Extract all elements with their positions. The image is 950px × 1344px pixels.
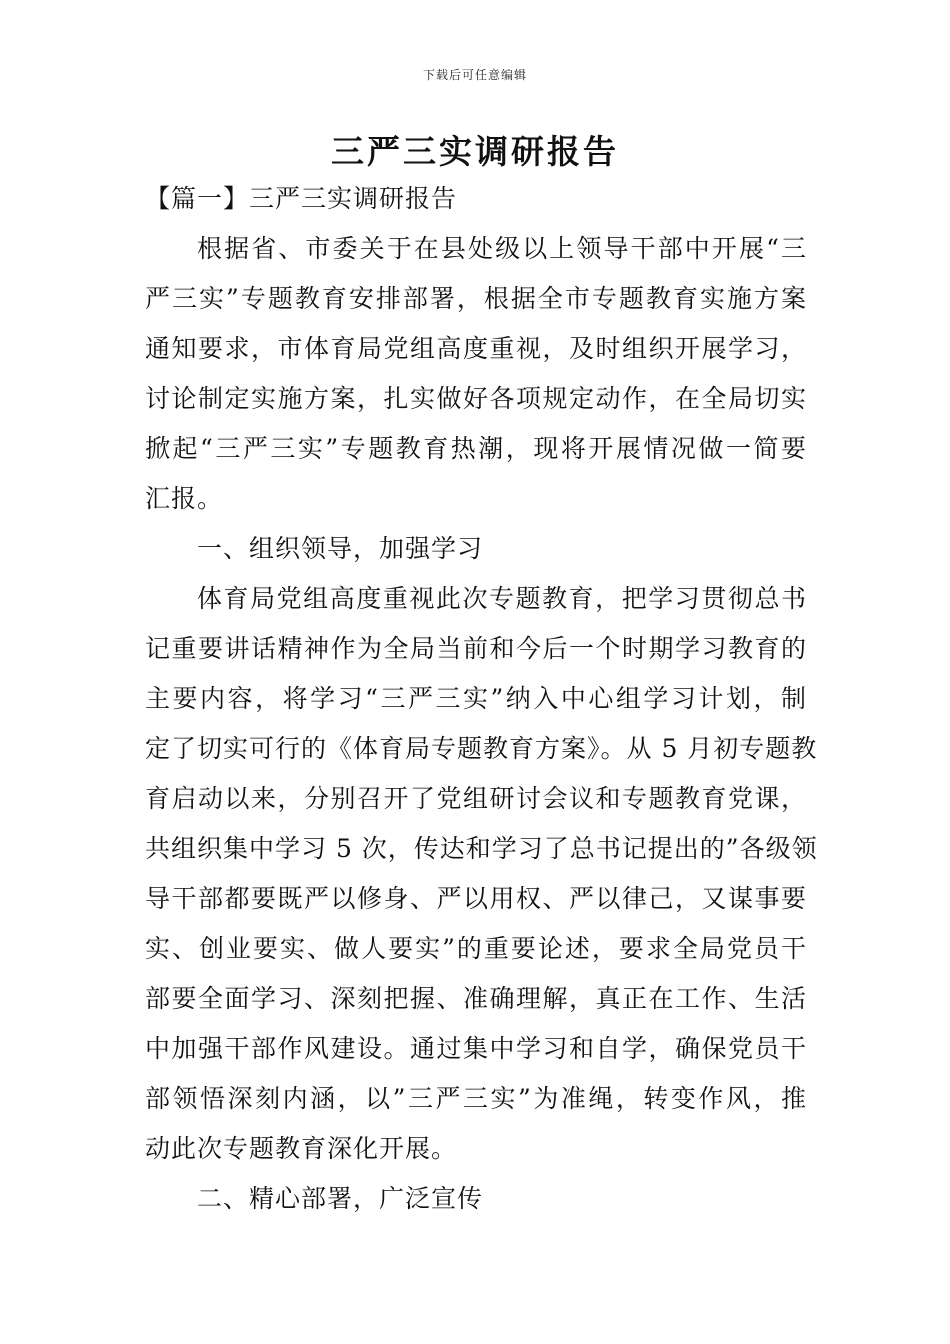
paragraph-line: 根据省、市委关于在县处级以上领导干部中开展“三	[197, 234, 807, 263]
paragraph-line: 部要全面学习、深刻把握、准确理解，真正在工作、生活	[145, 984, 807, 1013]
paragraph-line: 育启动以来，分别召开了党组研讨会议和专题教育党课，	[145, 784, 807, 813]
paragraph-line: 体育局党组高度重视此次专题教育，把学习贯彻总书	[197, 584, 807, 613]
paragraph-line: 掀起“三严三实”专题教育热潮，现将开展情况做一简要	[145, 434, 807, 463]
paragraph-line: 导干部都要既严以修身、严以用权、严以律己，又谋事要	[145, 884, 807, 913]
paragraph-line: 记重要讲话精神作为全局当前和今后一个时期学习教育的	[145, 634, 807, 663]
section-label: 【篇一】三严三实调研报告	[145, 184, 458, 213]
paragraph-line: 动此次专题教育深化开展。	[145, 1134, 458, 1163]
document-body	[145, 180, 818, 1230]
paragraph-line: 汇报。	[145, 484, 224, 513]
paragraph-line: 中加强干部作风建设。通过集中学习和自学，确保党员干	[145, 1034, 807, 1063]
document-title: 三严三实调研报告	[331, 132, 619, 171]
paragraph-line: 通知要求，市体育局党组高度重视，及时组织开展学习，	[145, 334, 807, 363]
paragraph-line: 部领悟深刻内涵，以”三严三实”为准绳，转变作风，推	[145, 1084, 807, 1113]
section-heading: 二、精心部署，广泛宣传	[197, 1184, 484, 1213]
paragraph-line: 定了切实可行的《体育局专题教育方案》。从 5 月初专题教	[145, 734, 818, 763]
paragraph-line: 实、创业要实、做人要实”的重要论述，要求全局党员干	[145, 934, 807, 963]
paragraph-line: 讨论制定实施方案，扎实做好各项规定动作，在全局切实	[145, 384, 807, 413]
paragraph-line: 主要内容，将学习“三严三实”纳入中心组学习计划，制	[145, 684, 807, 713]
paragraph-line: 严三实”专题教育安排部署，根据全市专题教育实施方案	[145, 284, 807, 313]
section-heading: 一、组织领导，加强学习	[197, 534, 484, 563]
paragraph-line: 共组织集中学习 5 次，传达和学习了总书记提出的”各级领	[145, 834, 818, 863]
header-note: 下载后可任意编辑	[422, 68, 527, 82]
